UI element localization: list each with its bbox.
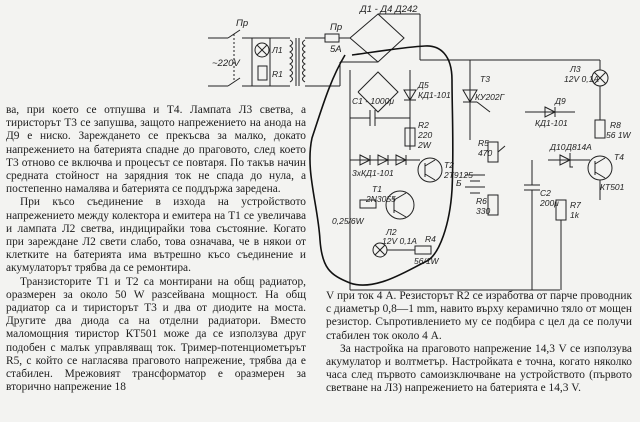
r7-value-label: 1k: [570, 210, 579, 220]
paragraph: Транзисторите T1 и T2 са монтирани на общ радиатор, оразмерен за около 50 W разсейвана мощност. На общ радиатор са и тиристорът T3 и два от диодите на моста. Другите два диода са на отделни радиатори. Вместо маломощния тиристор КТ501 може да се използува друг подобен с малък управляващ ток. Тример-потенциометърът R5, с който се нагласява праговото напрежение, трябва да е стабилен. Мрежовият трансформатор е оразмерен за вторично напрежение 18: [6, 275, 306, 394]
t2-type-label: 2T9125: [444, 170, 473, 180]
d9-label: Д9: [555, 96, 566, 106]
t4-type-label: КТ501: [600, 182, 625, 192]
paragraph: За настройка на праговото напрежение 14,3 V се използува акумулатор и волтметър. Настройката е точна, когато няколко часа след първото самоизключване на устройството (първото светване на Л3) напрежението на батерията е 14,3 V.: [326, 342, 632, 395]
d10-type-label: Д814А: [566, 142, 592, 152]
d10-label: Д10: [550, 142, 566, 152]
t3-type-label: КУ202Г: [475, 92, 505, 102]
t4-label: T4: [614, 152, 624, 162]
lamp1-label: Л1: [272, 45, 283, 55]
fuse-rating-label: 5A: [330, 44, 342, 55]
r7-label: R7: [570, 200, 581, 210]
r2-value-label: 220: [418, 130, 433, 140]
d5-type-label: КД1-101: [418, 90, 451, 100]
lamp2-label: Л2: [386, 227, 397, 237]
t1-type-label: 2N3055: [366, 194, 396, 204]
paragraph: При късо съединение в изхода на устройството напрежението между колектора и емитера на T1 се увеличава и лампата Л2 светва, индицирайки това състояние. Когато при зареждане Л2 свети слабо, това означава, че в някои от клетките на батерията има вътрешно късо съединение и акумулаторът трябва да се ремонтира.: [6, 196, 306, 275]
r6-value-label: 330: [476, 206, 491, 216]
left-text-column: [6, 104, 306, 394]
c1-label: C1 - 1000μ: [352, 96, 394, 106]
r4-value-label: 56/1W: [414, 256, 439, 266]
r6-label: R6: [476, 196, 487, 206]
d9-type-label: КД1-101: [535, 118, 568, 128]
r2-label: R2: [418, 120, 429, 130]
paragraph: V при ток 4 А. Резисторът R2 се изработва от парче проводник с диаметър 0,8—1 mm, навито върху керамично тяло от мощен резистор. Съпротивлението му се подбира с цел да се получи стабилен ток около 4 А.: [326, 290, 632, 342]
c2-label: C2: [540, 188, 551, 198]
r5-value-label: 470: [478, 148, 493, 158]
lamp3-label: Л3: [570, 64, 581, 74]
c2-value-label: 200μ: [540, 198, 559, 208]
lamp2-value-label: 12V 0,1A: [382, 236, 417, 246]
lamp3-value-label: 12V 0,1A: [564, 74, 599, 84]
r3-value-label: 0,25/6W: [332, 216, 364, 226]
right-text-column: [326, 290, 632, 396]
t2-label: T2: [444, 160, 454, 170]
mains-switch-label: Пр: [236, 18, 249, 29]
r1-label: R1: [272, 69, 283, 79]
paragraph: ва, при което се отпушва и T4. Лампата Л3 светва, а тиристорът T3 се запушва, защото напрежението на анода на Д9 е ниско. Зареждането се прекъсва за малко, докато напрежението на батерията спадне до праговото, след което T3 отново се включва и процесът се повтаря. По такъв начин средната стойност на зарядния ток не спада до нула, а постепенно намалява и батерията се поддържа заредена.: [6, 104, 306, 196]
r8-label: R8: [610, 120, 621, 130]
mains-voltage-label: ~220V: [212, 58, 240, 69]
r8-value-label: 56 1W: [606, 130, 631, 140]
diodes-label: 3xКД1-101: [352, 168, 394, 178]
r5-label: R5: [478, 138, 489, 148]
t1-label: T1: [372, 184, 382, 194]
bridge-label: Д1 - Д4 Д242: [360, 4, 418, 15]
r4-label: R4: [425, 234, 436, 244]
r2-power-label: 2W: [418, 140, 431, 150]
d5-label: Д5: [418, 80, 429, 90]
fuse-label: Пр: [330, 22, 343, 33]
battery-label: Б: [456, 178, 462, 188]
t3-label: T3: [480, 74, 490, 84]
